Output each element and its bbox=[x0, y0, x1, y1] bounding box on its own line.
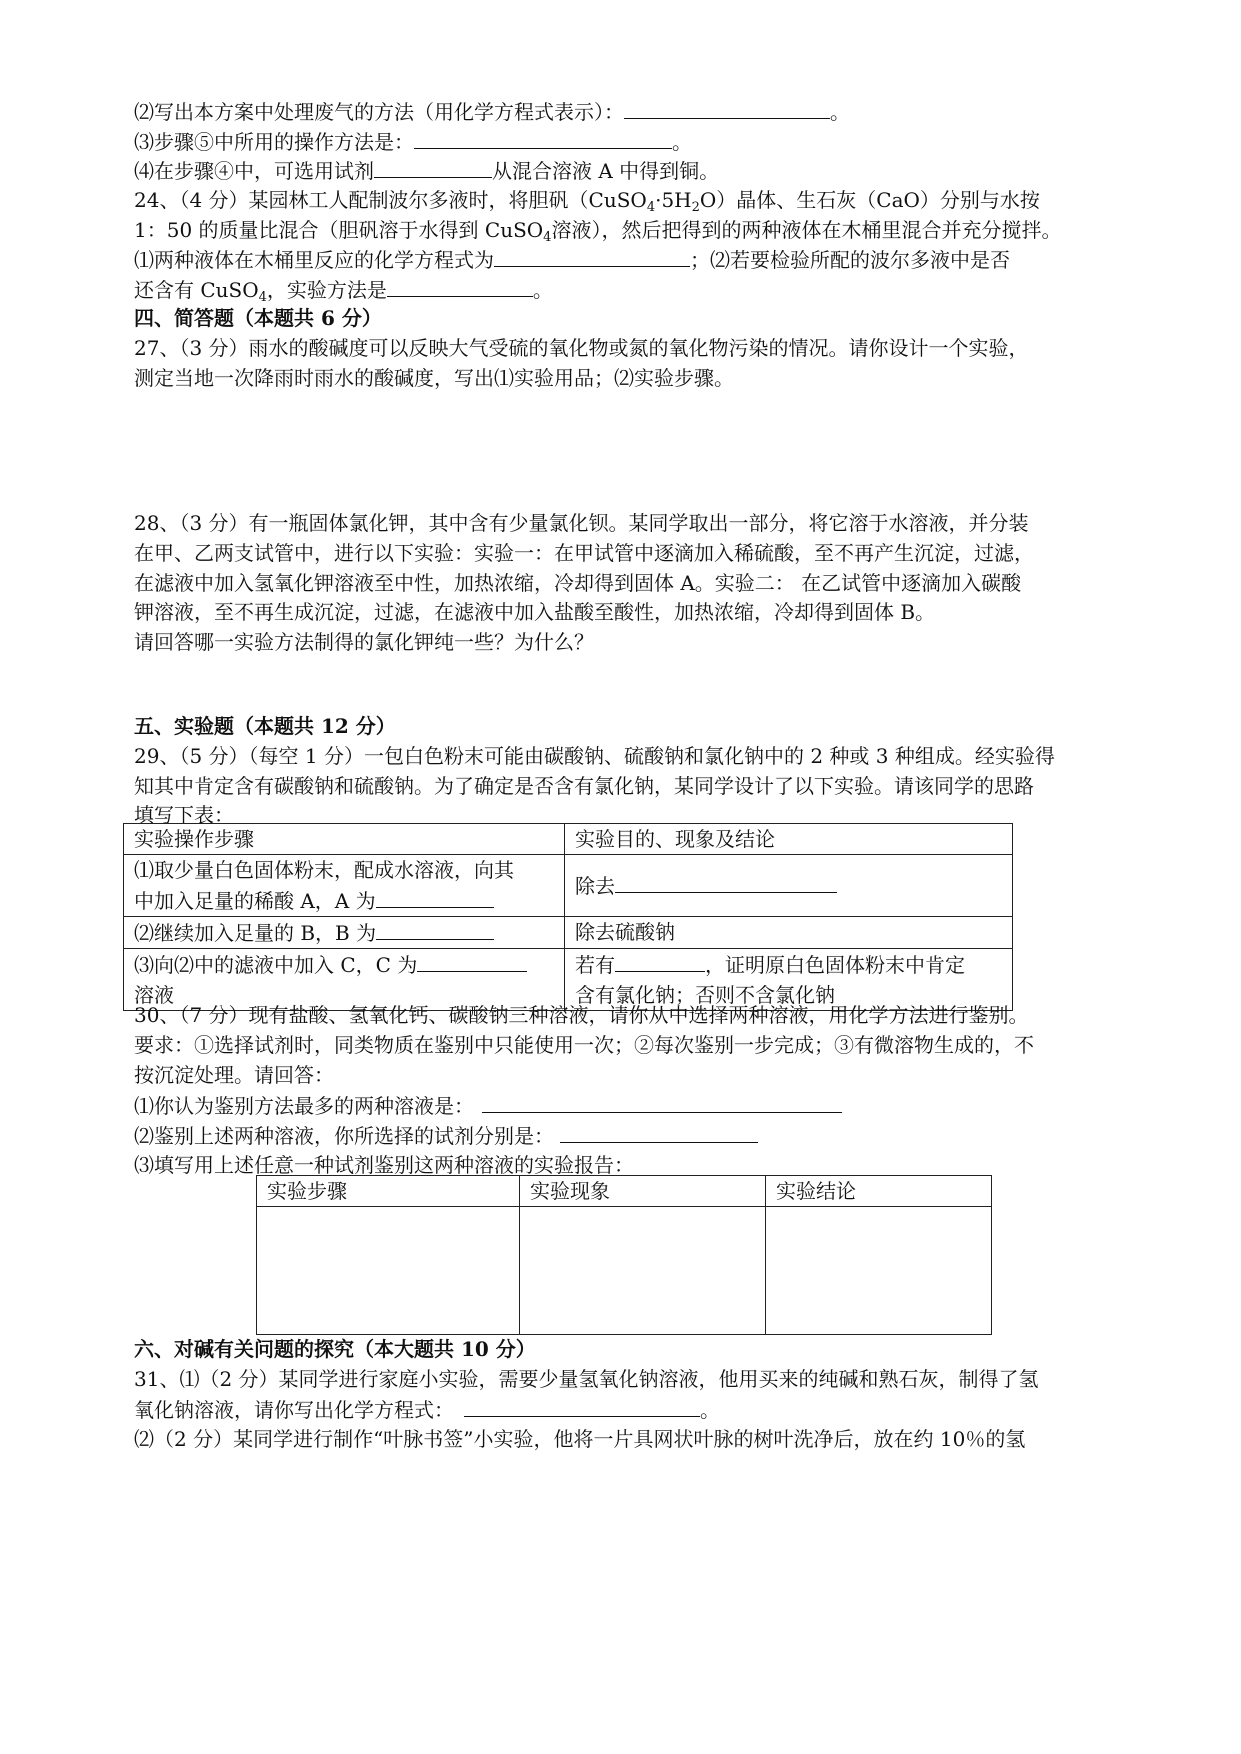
q23-part3: ⑶步骤⑤中所用的操作方法是： 。 bbox=[134, 126, 692, 157]
q24-line4: 还含有 CuSO$_4$，实验方法是 。 bbox=[134, 274, 553, 305]
table-cell: ⑶向⑵中的滤液中加入 C，C 为 溶液 bbox=[124, 949, 565, 1011]
q29-line2: 知其中肯定含有碳酸钠和硫酸钠。为了确定是否含有氯化钠，某同学设计了以下实验。请该同学的思路 bbox=[134, 774, 1034, 798]
table-cell: ⑵继续加入足量的 B，B 为 bbox=[124, 917, 565, 949]
table-cell-empty[interactable] bbox=[520, 1207, 766, 1335]
q29-line1: 29、（5 分）（每空 1 分）一包白色粉末可能由碳酸钠、硫酸钠和氯化钠中的 2 种或 3 种组成。经实验得 bbox=[134, 744, 1055, 768]
q30-line2: 要求：①选择试剂时，同类物质在鉴别中只能使用一次；②每次鉴别一步完成；③有微溶物生成的，不 bbox=[134, 1033, 1034, 1057]
q28-line5: 请回答哪一实验方法制得的氯化钾纯一些？为什么？ bbox=[134, 630, 594, 654]
q31-line2: 氧化钠溶液，请你写出化学方程式： 。 bbox=[134, 1394, 720, 1425]
q27-line2: 测定当地一次降雨时雨水的酸碱度，写出⑴实验用品；⑵实验步骤。 bbox=[134, 366, 734, 390]
answer-blank[interactable] bbox=[464, 1394, 700, 1417]
q28-line1: 28、（3 分）有一瓶固体氯化钾，其中含有少量氯化钡。某同学取出一部分，将它溶于水溶液，并分装 bbox=[134, 511, 1029, 535]
q27-line1: 27、（3 分）雨水的酸碱度可以反映大气受硫的氧化物或氮的氧化物污染的情况。请你设计一个实验， bbox=[134, 336, 1029, 360]
table-cell: 除去硫酸钠 bbox=[565, 917, 1013, 949]
q28-line4: 钾溶液，至不再生成沉淀，过滤，在滤液中加入盐酸至酸性，加热浓缩，冷却得到固体 B。 bbox=[134, 600, 936, 624]
answer-blank[interactable] bbox=[615, 870, 837, 893]
table-header: 实验目的、现象及结论 bbox=[565, 824, 1013, 855]
answer-blank[interactable] bbox=[376, 917, 494, 940]
q28-line2: 在甲、乙两支试管中，进行以下实验：实验一：在甲试管中逐滴加入稀硫酸，至不再产生沉淀，过滤， bbox=[134, 541, 1034, 565]
q23-part4: ⑷在步骤④中，可选用试剂 从混合溶液 A 中得到铜。 bbox=[134, 155, 719, 186]
q31-line3: ⑵（2 分）某同学进行制作“叶脉书签”小实验，他将一片具网状叶脉的树叶洗净后，放在约 10％的氢 bbox=[134, 1427, 1026, 1451]
q24-line1: 24、（4 分）某园林工人配制波尔多液时，将胆矾$(CuSO_4\cdot 5H_2O)$晶体、生石灰（CaO）分别与水按 bbox=[134, 188, 1040, 215]
q29-table bbox=[123, 823, 1013, 1011]
section-heading: 四、简答题（本题共 6 分） bbox=[134, 306, 382, 330]
q24-line2: 1：50 的质量比混合（胆矾溶于水得到 CuSO$_4$溶液），然后把得到的两种液体在木桶里混合并充分搅拌。 bbox=[134, 218, 1062, 245]
table-header: 实验结论 bbox=[766, 1176, 992, 1207]
q30-line1: 30、（7 分）现有盐酸、氢氧化钙、碳酸钠三种溶液，请你从中选择两种溶液，用化学方法进行鉴别。 bbox=[134, 1003, 1029, 1027]
answer-blank[interactable] bbox=[615, 949, 705, 972]
section-heading: 五、实验题（本题共 12 分） bbox=[134, 714, 396, 738]
q23-part2: ⑵写出本方案中处理废气的方法（用化学方程式表示）： 。 bbox=[134, 96, 850, 127]
answer-blank[interactable] bbox=[414, 126, 672, 149]
q31-line1: 31、⑴（2 分）某同学进行家庭小实验，需要少量氢氧化钠溶液，他用买来的纯碱和熟石灰，制得了氢 bbox=[134, 1367, 1039, 1391]
answer-blank[interactable] bbox=[624, 96, 830, 119]
answer-blank[interactable] bbox=[374, 155, 492, 178]
answer-blank[interactable] bbox=[376, 885, 494, 908]
q28-line3: 在滤液中加入氢氧化钾溶液至中性，加热浓缩，冷却得到固体 A。实验二： 在乙试管中逐滴加入碳酸 bbox=[134, 571, 1022, 595]
answer-blank[interactable] bbox=[387, 274, 533, 297]
answer-blank[interactable] bbox=[482, 1090, 842, 1113]
q29-line3: 填写下表： bbox=[134, 803, 234, 827]
q30-part2: ⑵鉴别上述两种溶液，你所选择的试剂分别是： bbox=[134, 1120, 758, 1151]
q30-part1: ⑴你认为鉴别方法最多的两种溶液是： bbox=[134, 1090, 842, 1121]
table-header: 实验步骤 bbox=[257, 1176, 520, 1207]
table-cell-empty[interactable] bbox=[257, 1207, 520, 1335]
section-heading: 六、对碱有关问题的探究（本大题共 10 分） bbox=[134, 1337, 536, 1361]
q24-line3: ⑴两种液体在木桶里反应的化学方程式为 ；⑵若要检验所配的波尔多液中是否 bbox=[134, 244, 1010, 275]
table-header: 实验现象 bbox=[520, 1176, 766, 1207]
table-cell: 若有 ，证明原白色固体粉末中肯定 含有氯化钠；否则不含氯化钠 bbox=[565, 949, 1013, 1011]
q30-report-table bbox=[256, 1175, 992, 1335]
table-cell: ⑴取少量白色固体粉末，配成水溶液，向其 中加入足量的稀酸 A，A 为 bbox=[124, 855, 565, 917]
table-cell-empty[interactable] bbox=[766, 1207, 992, 1335]
answer-blank[interactable] bbox=[560, 1120, 758, 1143]
table-cell: 除去 bbox=[565, 855, 1013, 917]
answer-blank[interactable] bbox=[417, 949, 527, 972]
q30-line3: 按沉淀处理。请回答： bbox=[134, 1063, 334, 1087]
table-header: 实验操作步骤 bbox=[124, 824, 565, 855]
answer-blank[interactable] bbox=[494, 244, 690, 267]
q30-part3: ⑶填写用上述任意一种试剂鉴别这两种溶液的实验报告： bbox=[134, 1153, 634, 1177]
